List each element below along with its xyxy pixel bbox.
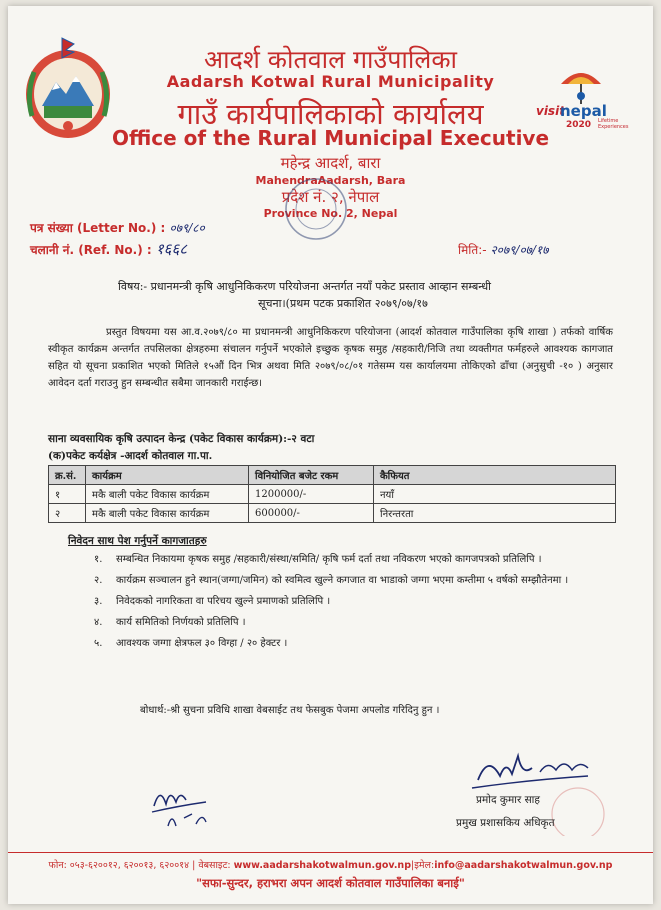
ref-number-row [30, 239, 187, 259]
table-cell: मकै बाली पकेट विकास कार्यक्रम [86, 485, 249, 504]
table-cell: निरन्तरता [374, 504, 616, 523]
date-value: २०७९/०७/१७ [490, 243, 549, 257]
column-header: विनियोजित बजेट रकम [249, 466, 374, 485]
list-item [94, 572, 604, 589]
year-text: 2020 [566, 120, 592, 130]
column-header: क्र.सं. [49, 466, 86, 485]
list-item-text: कार्यक्रम सञ्चालन हुने स्थान(जग्गा/जमिन) को स्वमित्व खुल्ने कगजात वा भाडाको जग्गा भएमा कम्तीमा ५ वर्षको सम्झौतेनमा । [116, 575, 569, 586]
footer-website-label: वेबसाइट: [198, 860, 231, 871]
list-item-number: ५. [94, 638, 103, 649]
list-item-text: कार्य समितिको निर्णयको प्रतिलिपि । [116, 617, 246, 628]
subject-line-1: विषय:- प्रधानमन्त्री कृषि आधुनिकिकरण परियोजना अन्तर्गत नयाँ पकेट प्रस्ताव आव्हान सम्बन्धी [118, 280, 491, 293]
list-item [94, 593, 604, 610]
list-item-text: आवश्यक जग्गा क्षेत्रफल ३० विग्हा / २० हेक्टर । [116, 638, 288, 649]
documents-list [94, 551, 604, 656]
program-table [48, 465, 616, 523]
ref-number-value: १६६८ [155, 240, 188, 258]
footer-phone: फोन: ०५३-६२००१२, ६२००१३, ६२००१४ [48, 860, 190, 871]
notice-paragraph: प्रस्तुत विषयमा यस आ.व.२०७९/८० मा प्रधानमन्त्री आधुनिकिकरण परियोजना (आदर्श कोतवाल गाउँपालिका कृषि शाखा ) तर्फको वार्षिक स्वीकृत कार्यक्रम अन्तर्गत तपसिलका क्षेत्रहरुमा संचालन गर्नुपर्ने भएकोले इच्छुक कृषक समुह /सहकारी/निजि तथा व्यक्तीगत फर्महरुले आवश्यक कागजात सहित यो सूचना प्रकाशित भएको मितिले १५औं दिन भित्र अथवा मिति २०७९/०८/०१ गतेसम्म यस कार्यालयमा तोकिएको ढाँचा (अनुसुची -१० ) अनुसार आवेदन दर्ता गराउनु हुन सम्बन्धीत सबैमा जानकारी गराईन्छ। [48, 327, 613, 389]
signatory-name: प्रमोद कुमार साह [476, 794, 540, 806]
table-header-row [49, 466, 616, 485]
table-cell: २ [49, 504, 86, 523]
column-header: कार्यक्रम [86, 466, 249, 485]
list-item-text: निवेदकको नागरिकता वा परिचय खुल्ने प्रमाणको प्रतिलिपि । [116, 596, 331, 607]
signatory-title: प्रमुख प्रशासकिय अधिकृत [456, 817, 555, 829]
list-item-text: सम्बन्धित निकायमा कृषक समुह /सहकारी/संस्था/समिति/ कृषि फर्म दर्ता तथा नविकरण भएको कागजपत्रको प्रतिलिपि । [116, 554, 542, 565]
table-row [49, 504, 616, 523]
initials-signature-icon [148, 776, 218, 836]
footer-email: info@aadarshakotwalmun.gov.np [434, 860, 613, 871]
office-name-en: Office of the Rural Municipal Executive [111, 126, 550, 150]
table-cell: 600000/- [249, 504, 374, 523]
section-title: साना व्यवसायिक कृषि उत्पादन केन्द्र (पकेट विकास कार्यक्रम):-२ वटा [48, 433, 315, 445]
footer-website: www.aadarshakotwalmun.gov.np [233, 860, 411, 871]
table-cell: मकै बाली पकेट विकास कार्यक्रम [86, 504, 249, 523]
footer-email-label: इमेल: [414, 860, 435, 871]
municipality-name-np: आदर्श कोतवाल गाउँपालिका [204, 45, 457, 74]
office-name-np: गाउँ कार्यपालिकाको कार्यालय [177, 97, 484, 131]
province-en: Province No. 2, Nepal [263, 207, 398, 220]
list-item [94, 551, 604, 568]
list-item-number: १. [94, 554, 103, 565]
table-cell: 1200000/- [249, 485, 374, 504]
list-item [94, 614, 604, 631]
date-row [458, 241, 548, 258]
section-subtitle: (क)पकेट कर्यक्षेत्र -आदर्श कोतवाल गा.पा. [48, 450, 213, 462]
province-np: प्रदेश नं. २, नेपाल [281, 188, 380, 206]
visit-text: visit [536, 104, 565, 118]
footer-contact: फोन: ०५३-६२००१२, ६२००१३, ६२००१४ | वेबसाइट: www.aadarshakotwalmun.gov.np|इमेल:info@aadarshakotwalmun.gov.np [48, 860, 613, 871]
subject [118, 278, 568, 312]
letter-number-label: पत्र संख्या (Letter No.) : [30, 221, 166, 235]
subject-line-2: सूचना।(प्रथम पटक प्रकाशित २०७९/०७/१७ [258, 297, 428, 310]
municipality-name-en: Aadarsh Kotwal Rural Municipality [166, 72, 495, 91]
list-item-number: २. [94, 575, 103, 586]
ref-number-label: चलानी नं. (Ref. No.) : [30, 243, 152, 257]
letter-number-value: ०७९/८० [169, 221, 205, 235]
list-item-number: ३. [94, 596, 103, 607]
footer-divider [8, 852, 653, 853]
office-stamp-icon [276, 172, 356, 246]
place-en: MahendraAadarsh, Bara [255, 174, 406, 187]
list-item [94, 635, 604, 652]
letter-number-row [30, 219, 205, 236]
cc-note: बोधार्थ:-श्री सुचना प्रविधि शाखा वेबसाईट तथ फेसबुक पेजमा अपलोड गरिदिनु हुन । [140, 705, 440, 716]
letter-page [8, 6, 653, 904]
table-cell: १ [49, 485, 86, 504]
documents-title: निवेदन साथ पेश गर्नुपर्ने कागजातहरु [68, 535, 207, 547]
tagline-text: Lifetime Experiences [598, 118, 629, 130]
date-label: मिति:- [458, 243, 487, 257]
place-np: महेन्द्र आदर्श, बारा [280, 154, 381, 172]
table-row [49, 485, 616, 504]
footer-slogan: "सफा-सुन्दर, हराभरा अपन आदर्श कोतवाल गाउँपालिका बनाई" [196, 876, 465, 890]
column-header: कैफियत [374, 466, 616, 485]
list-item-number: ४. [94, 617, 103, 628]
nepal-text: nepal [560, 102, 607, 120]
table-cell: नयाँ [374, 485, 616, 504]
